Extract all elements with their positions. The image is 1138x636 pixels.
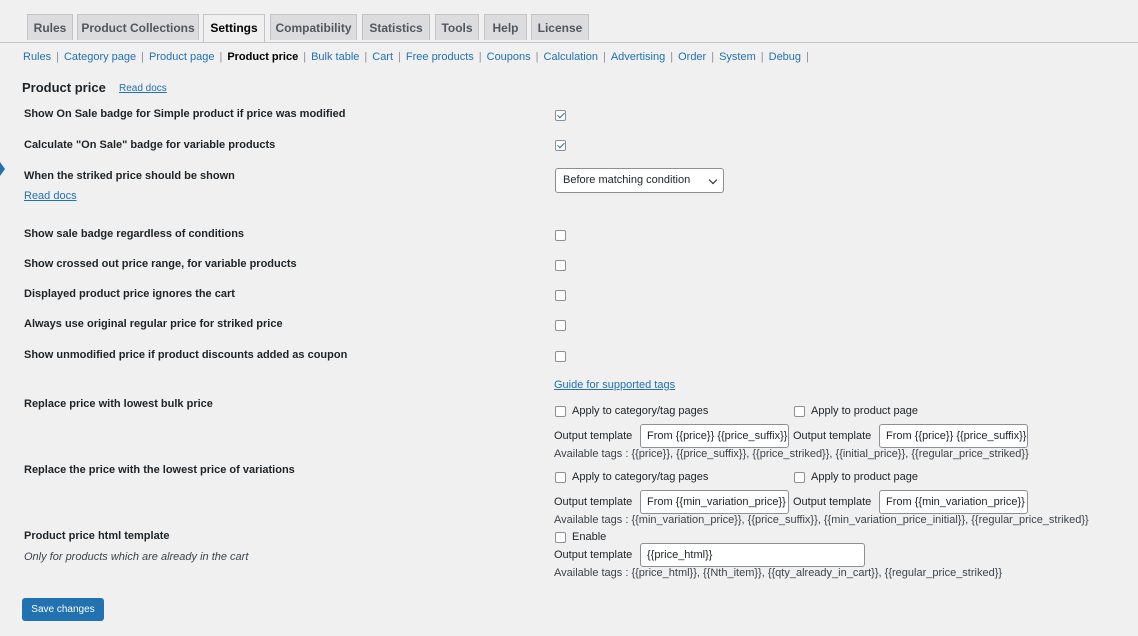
variation-available-tags: Available tags : {{min_variation_price}}, {{price_suffix}}, {{min_variation_price_initial}}, {{regular_price_striked}} xyxy=(554,514,1089,526)
subnav-separator: | xyxy=(56,51,59,63)
read-docs-link[interactable]: Read docs xyxy=(119,83,167,94)
bulk-apply-product-label: Apply to product page xyxy=(811,405,919,417)
html-output-template-label: Output template xyxy=(554,549,633,561)
subnav-coupons[interactable]: Coupons xyxy=(486,51,531,63)
subnav-separator: | xyxy=(398,51,401,63)
html-available-tags: Available tags : {{price_html}}, {{Nth_item}}, {{qty_already_in_cart}}, {{regular_price_striked}} xyxy=(554,567,1003,579)
variation-apply-category-label: Apply to category/tag pages xyxy=(572,471,709,483)
variation-product-template-input[interactable]: From {{min_variation_price}} xyxy=(879,490,1028,514)
checkbox-show-on-sale-badge[interactable] xyxy=(555,110,566,121)
label-lowest-bulk: Replace price with lowest bulk price xyxy=(24,398,213,410)
variation-output-template-label: Output template xyxy=(554,496,633,508)
striked-price-select-value: Before matching condition xyxy=(563,174,691,186)
subnav-separator: | xyxy=(806,51,809,63)
variation-apply-product-label: Apply to product page xyxy=(811,471,919,483)
subnav-separator: | xyxy=(219,51,223,63)
subnav-product-price[interactable]: Product price xyxy=(227,51,299,63)
checkbox-calc-on-sale-variable[interactable] xyxy=(555,140,566,151)
subnav-product-page[interactable]: Product page xyxy=(149,51,215,63)
bulk-product-template-input[interactable]: From {{price}} {{price_suffix}} xyxy=(879,424,1028,448)
striked-price-read-docs-link[interactable]: Read docs xyxy=(24,190,77,202)
page-title: Product price xyxy=(22,80,106,95)
striked-price-select[interactable] xyxy=(555,168,724,193)
bulk-output-template-label-2: Output template xyxy=(793,430,872,442)
label-ignores-cart: Displayed product price ignores the cart xyxy=(24,288,235,300)
settings-subnav xyxy=(23,51,814,63)
subnav-system[interactable]: System xyxy=(719,51,756,63)
label-price-html-template: Product price html template xyxy=(24,530,170,542)
label-calc-on-sale-variable: Calculate "On Sale" badge for variable products xyxy=(24,139,276,151)
checkbox-variation-apply-category[interactable] xyxy=(555,472,566,483)
bulk-apply-category-label: Apply to category/tag pages xyxy=(572,405,709,417)
guide-supported-tags-link[interactable]: Guide for supported tags xyxy=(554,379,676,391)
chevron-down-icon xyxy=(709,176,717,184)
label-original-regular-price: Always use original regular price for striked price xyxy=(24,318,283,330)
checkbox-ignores-cart[interactable] xyxy=(555,290,566,301)
tab-license[interactable]: License xyxy=(531,14,589,40)
tab-rules[interactable]: Rules xyxy=(27,14,73,40)
tab-tools[interactable]: Tools xyxy=(435,14,479,40)
bulk-available-tags: Available tags : {{price}}, {{price_suffix}}, {{price_striked}}, {{initial_price}}, {{regular_price_striked}} xyxy=(554,448,1029,460)
subnav-advertising[interactable]: Advertising xyxy=(610,51,666,63)
bulk-output-template-label: Output template xyxy=(554,430,633,442)
subnav-cart[interactable]: Cart xyxy=(372,51,394,63)
settings-tabs xyxy=(0,0,1138,43)
tab-settings[interactable]: Settings xyxy=(203,14,265,42)
subnav-separator: | xyxy=(711,51,715,63)
tab-product-collections[interactable]: Product Collections xyxy=(77,14,199,40)
save-changes-button[interactable]: Save changes xyxy=(22,598,104,621)
tab-statistics[interactable]: Statistics xyxy=(362,14,430,40)
tab-help[interactable]: Help xyxy=(484,14,527,40)
checkbox-unmodified-price-coupon[interactable] xyxy=(555,351,566,362)
price-html-template-note: Only for products which are already in the cart xyxy=(24,551,249,563)
subnav-separator: | xyxy=(141,51,145,63)
admin-menu-pointer xyxy=(0,162,5,176)
variation-output-template-label-2: Output template xyxy=(793,496,872,508)
subnav-rules[interactable]: Rules xyxy=(23,51,52,63)
subnav-separator: | xyxy=(670,51,674,63)
subnav-order[interactable]: Order xyxy=(678,51,707,63)
subnav-free-products[interactable]: Free products xyxy=(405,51,474,63)
variation-category-template-input[interactable]: From {{min_variation_price}} xyxy=(640,490,789,514)
checkbox-crossed-out-range[interactable] xyxy=(555,260,566,271)
checkbox-bulk-apply-product[interactable] xyxy=(794,406,805,417)
label-show-on-sale-badge: Show On Sale badge for Simple product if price was modified xyxy=(24,108,346,120)
html-template-enable-label: Enable xyxy=(572,531,607,543)
subnav-separator: | xyxy=(535,51,539,63)
bulk-category-template-input[interactable]: From {{price}} {{price_suffix}} xyxy=(640,424,789,448)
subnav-separator: | xyxy=(602,51,606,63)
subnav-separator: | xyxy=(303,51,307,63)
checkbox-html-template-enable[interactable] xyxy=(555,532,566,543)
subnav-separator: | xyxy=(364,51,368,63)
checkbox-variation-apply-product[interactable] xyxy=(794,472,805,483)
subnav-separator: | xyxy=(760,51,764,63)
label-unmodified-price-coupon: Show unmodified price if product discounts added as coupon xyxy=(24,349,348,361)
label-crossed-out-range: Show crossed out price range, for variable products xyxy=(24,258,297,270)
label-sale-badge-regardless: Show sale badge regardless of conditions xyxy=(24,228,245,240)
label-lowest-variation: Replace the price with the lowest price of variations xyxy=(24,464,295,476)
subnav-bulk-table[interactable]: Bulk table xyxy=(311,51,360,63)
subnav-debug[interactable]: Debug xyxy=(768,51,802,63)
subnav-separator: | xyxy=(478,51,482,63)
label-striked-price-when: When the striked price should be shown xyxy=(24,170,235,182)
html-template-input[interactable]: {{price_html}} xyxy=(640,543,865,567)
subnav-category-page[interactable]: Category page xyxy=(63,51,137,63)
checkbox-original-regular-price[interactable] xyxy=(555,320,566,331)
checkbox-bulk-apply-category[interactable] xyxy=(555,406,566,417)
subnav-calculation[interactable]: Calculation xyxy=(543,51,598,63)
tab-compatibility[interactable]: Compatibility xyxy=(270,14,357,40)
checkbox-sale-badge-regardless[interactable] xyxy=(555,230,566,241)
